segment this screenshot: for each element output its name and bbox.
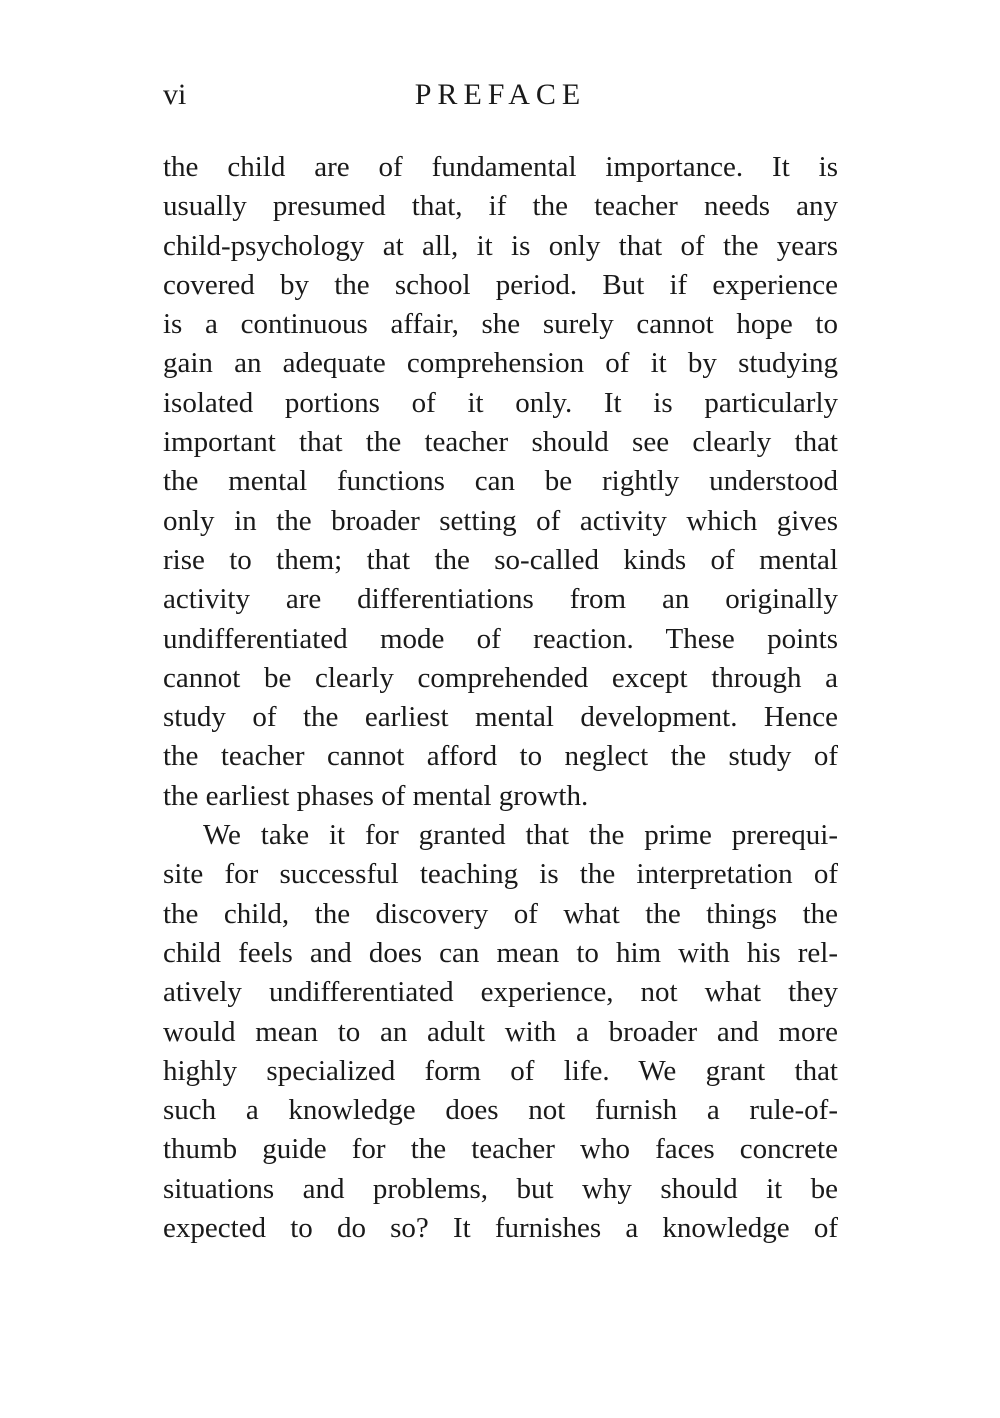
- running-head: [163, 78, 838, 122]
- text-line: site for successful teaching is the interpretation of: [163, 858, 838, 891]
- text-line: activity are differentiations from an originally: [163, 583, 838, 616]
- text-line: important that the teacher should see clearly that: [163, 426, 838, 459]
- text-line: cannot be clearly comprehended except through a: [163, 661, 838, 694]
- text-line: only in the broader setting of activity which gives: [163, 504, 838, 537]
- text-line: covered by the school period. But if experience: [163, 268, 838, 301]
- text-line: child feels and does can mean to him with his rel-: [163, 936, 838, 969]
- text-line: would mean to an adult with a broader and more: [163, 1015, 838, 1048]
- text-line: undifferentiated mode of reaction. These points: [163, 622, 838, 655]
- running-head-title: PREFACE: [414, 78, 587, 111]
- paragraph-1: [163, 148, 838, 816]
- text-line: study of the earliest mental development. Hence: [163, 701, 838, 734]
- text-line: the child are of fundamental importance. It is: [163, 151, 838, 183]
- text-line: the earliest phases of mental growth.: [163, 779, 589, 812]
- text-line: expected to do so? It furnishes a knowledge of: [163, 1212, 838, 1245]
- body-text: [163, 148, 838, 1248]
- text-line: the teacher cannot afford to neglect the study of: [163, 740, 838, 773]
- text-line: isolated portions of it only. It is particularly: [163, 386, 838, 419]
- text-line: the child, the discovery of what the things the: [163, 897, 838, 930]
- text-line: usually presumed that, if the teacher needs any: [163, 190, 838, 223]
- text-line: is a continuous affair, she surely cannot hope to: [163, 308, 838, 341]
- text-line: situations and problems, but why should it be: [163, 1172, 838, 1205]
- text-line: atively undifferentiated experience, not what they: [163, 976, 838, 1009]
- text-line: thumb guide for the teacher who faces concrete: [163, 1133, 838, 1166]
- text-line: gain an adequate comprehension of it by studying: [163, 347, 838, 380]
- text-line: We take it for granted that the prime prerequi-: [203, 819, 838, 852]
- text-line: highly specialized form of life. We grant that: [163, 1054, 838, 1087]
- text-line: such a knowledge does not furnish a rule-of-: [163, 1094, 838, 1127]
- page-number: vi: [163, 78, 187, 111]
- text-line: child-psychology at all, it is only that of the years: [163, 229, 838, 262]
- text-line: the mental functions can be rightly understood: [163, 465, 838, 498]
- paragraph-2: [163, 816, 838, 1248]
- text-line: rise to them; that the so-called kinds of mental: [163, 543, 838, 576]
